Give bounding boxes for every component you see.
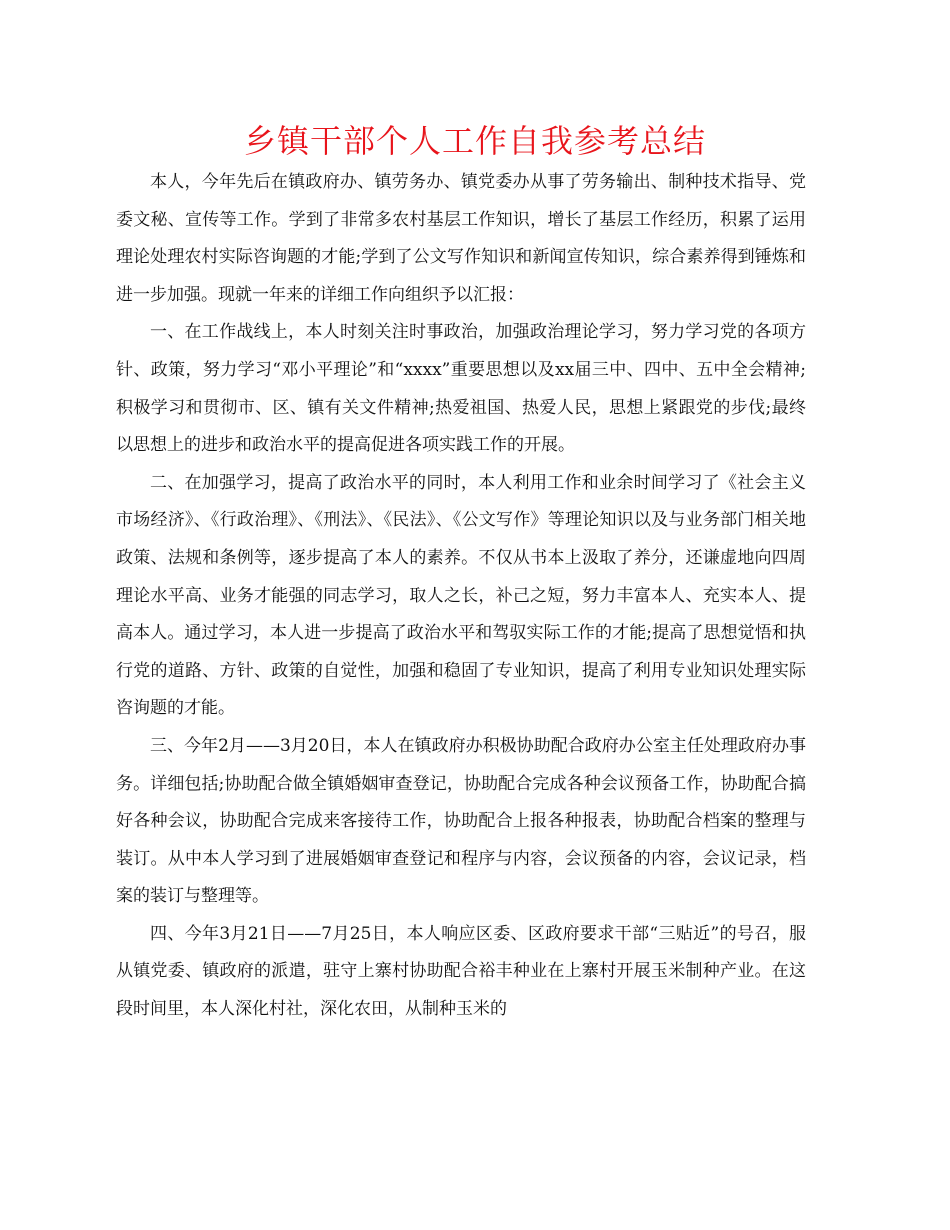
paragraph-section-1: 一、在工作战线上，本人时刻关注时事政治，加强政治理论学习，努力学习党的各项方针、政策，努力学习“邓小平理论”和“xxxx”重要思想以及xx届三中、四中、五中全会精神;积极学习和贯彻市、区、镇有关文件精神;热爱祖国、热爱人民，思想上紧跟党的步伐;最终以思想上的进步和政治水平的提高促进各项实践工作的开展。 [116,322,806,456]
document-title: 乡镇干部个人工作自我参考总结 [243,122,706,160]
document-body [116,164,806,1029]
paragraph-section-4: 四、今年3月21日——7月25日，本人响应区委、区政府要求干部“三贴近”的号召，服从镇党委、镇政府的派遣，驻守上寨村协助配合裕丰种业在上寨村开展玉米制种产业。在这段时间里，本人深化村社，深化农田，从制种玉米的 [116,923,806,1020]
paragraph-section-3: 三、今年2月——3月20日，本人在镇政府办积极协助配合政府办公室主任处理政府办事务。详细包括;协助配合做全镇婚姻审查登记，协助配合完成各种会议预备工作，协助配合搞好各种会议，协助配合完成来客接待工作，协助配合上报各种报表，协助配合档案的整理与装订。从中本人学习到了进展婚姻审查登记和程序与内容，会议预备的内容，会议记录，档案的装订与整理等。 [116,735,806,907]
paragraph-section-2: 二、在加强学习，提高了政治水平的同时，本人利用工作和业余时间学习了《社会主义市场经济》、《行政治理》、《刑法》、《民法》、《公文写作》等理论知识以及与业务部门相关地政策、法规和条例等，逐步提高了本人的素养。不仅从书本上汲取了养分，还谦虚地向四周理论水平高、业务才能强的同志学习，取人之长，补己之短，努力丰富本人、充实本人、提高本人。通过学习，本人进一步提高了政治水平和驾驭实际工作的才能;提高了思想觉悟和执行党的道路、方针、政策的自觉性，加强和稳固了专业知识，提高了利用专业知识处理实际咨询题的才能。 [116,472,806,719]
paragraph-intro: 本人，今年先后在镇政府办、镇劳务办、镇党委办从事了劳务输出、制种技术指导、党委文秘、宣传等工作。学到了非常多农村基层工作知识，增长了基层工作经历，积累了运用理论处理农村实际咨询题的才能;学到了公文写作知识和新闻宣传知识，综合素养得到锤炼和进一步加强。现就一年来的详细工作向组织予以汇报： [116,172,806,305]
